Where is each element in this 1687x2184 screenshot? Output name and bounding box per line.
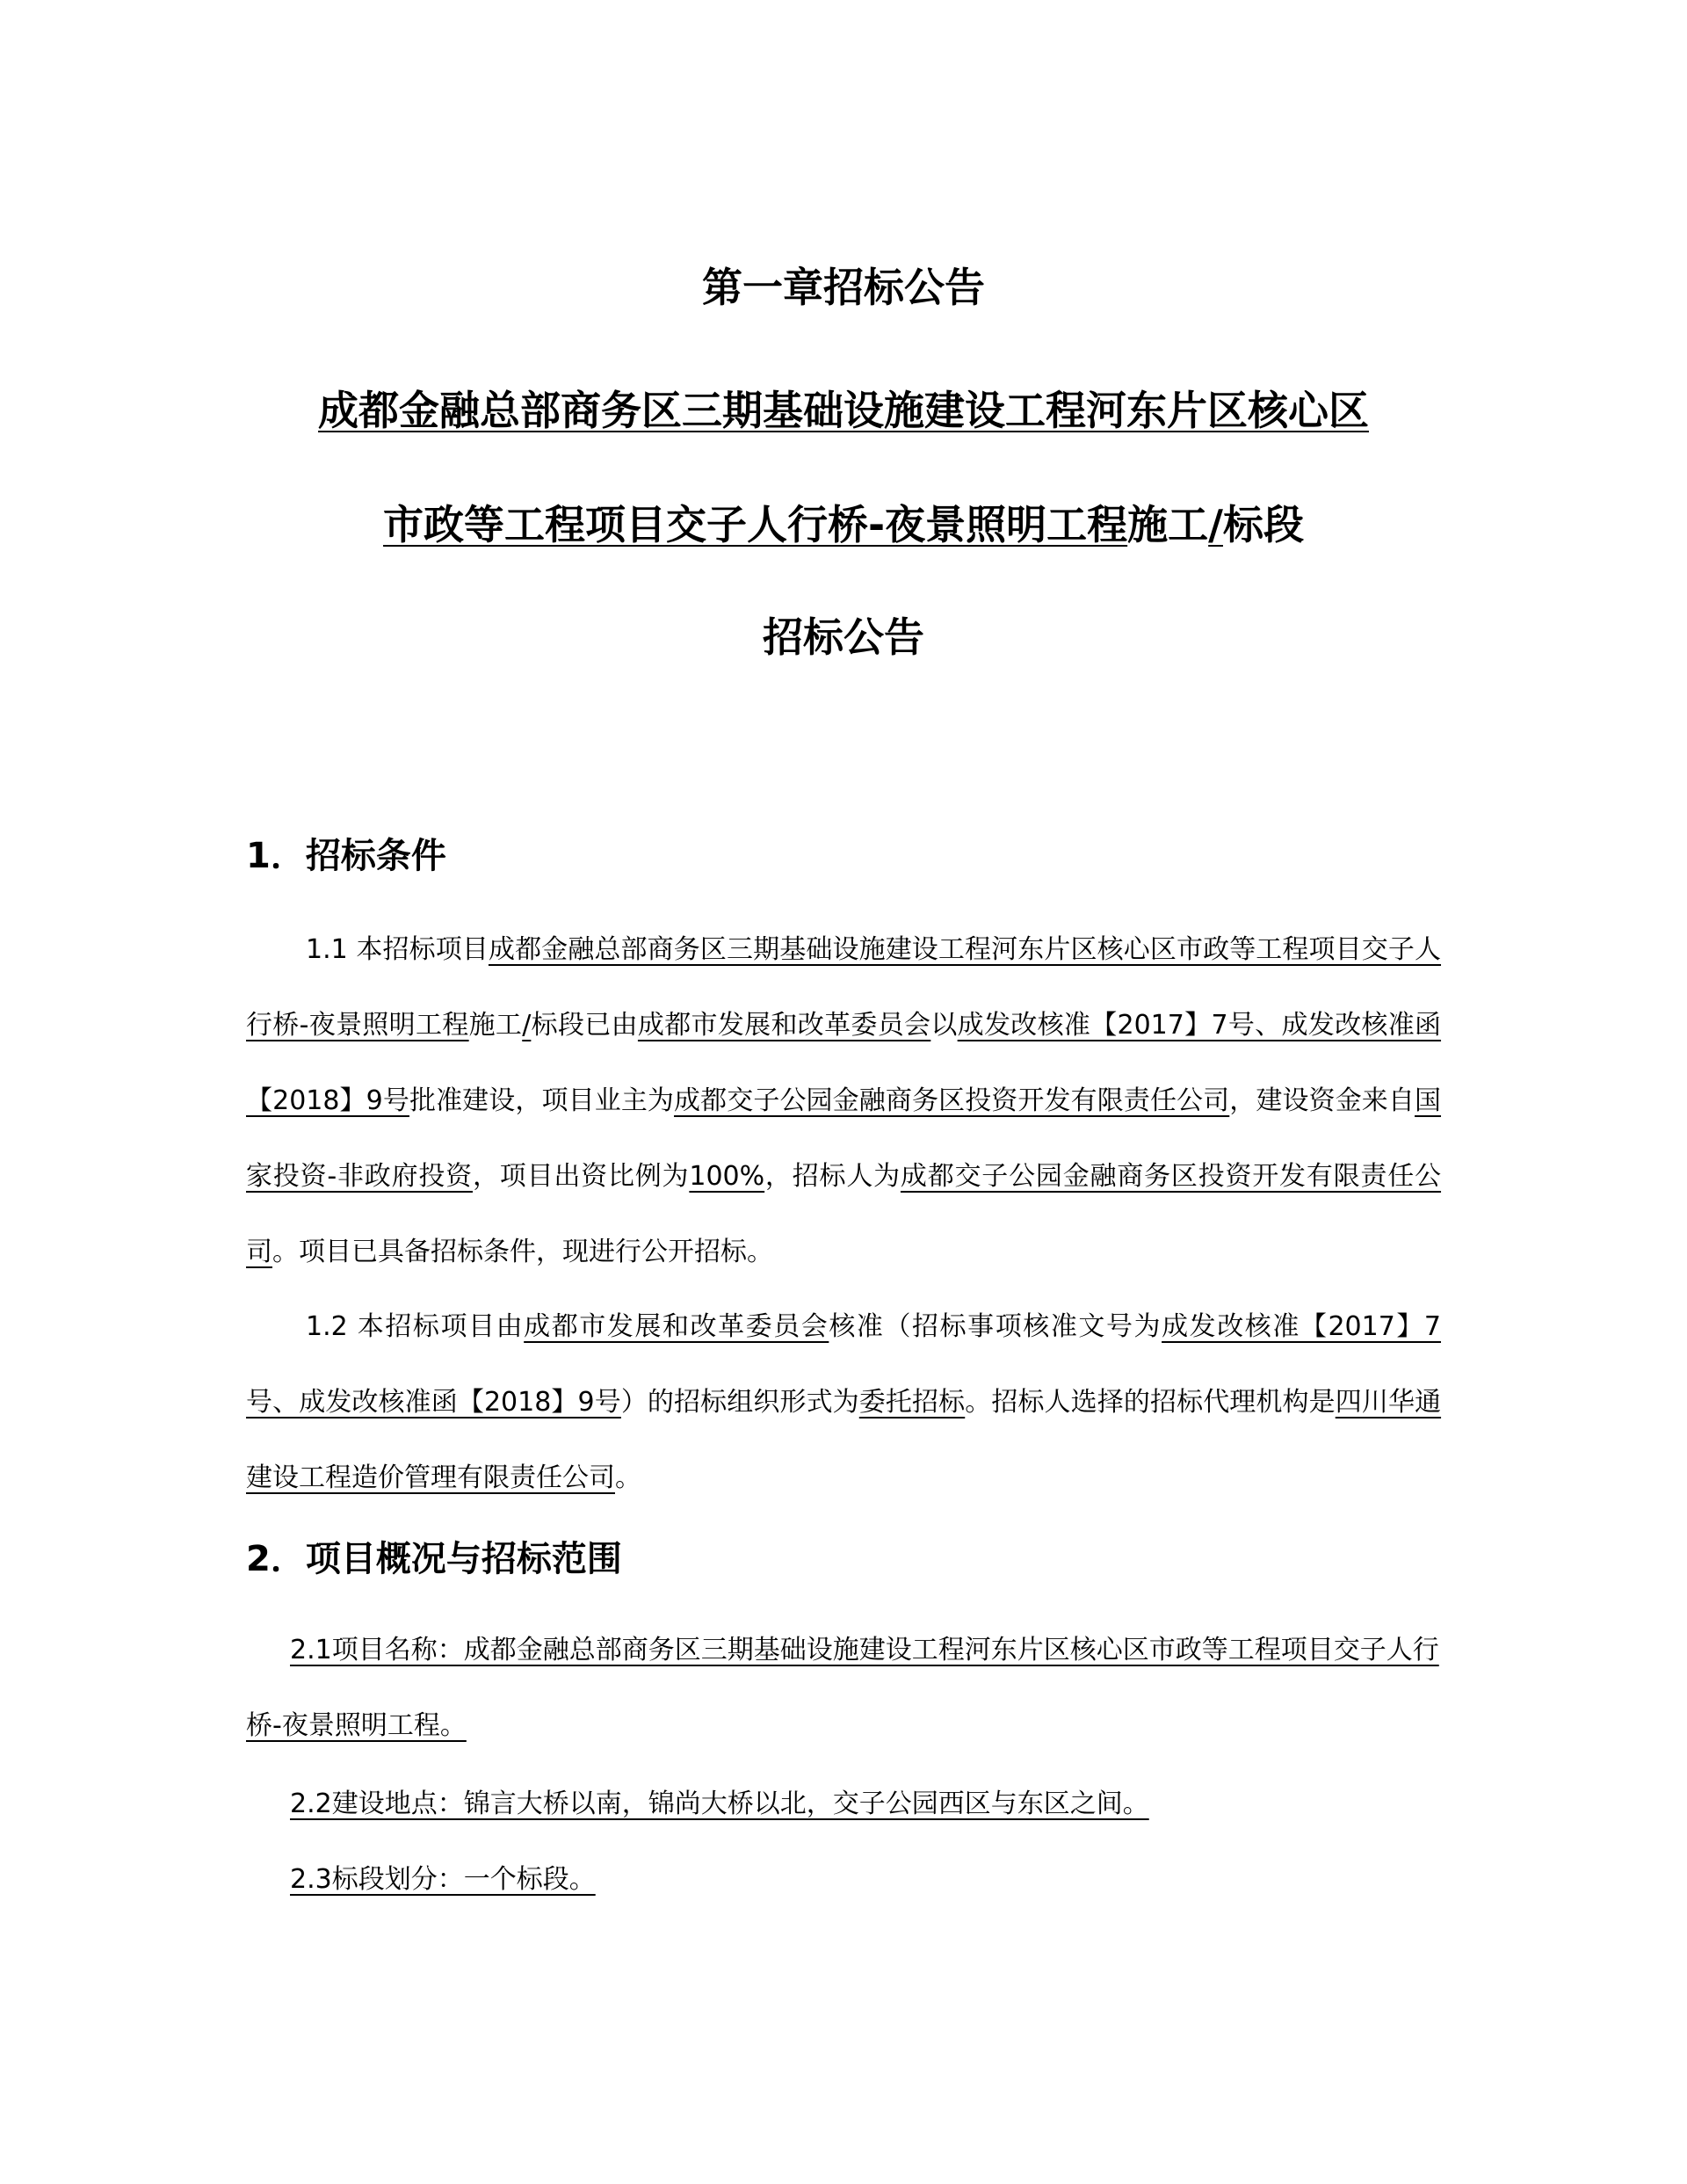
section-heading-1: 1．招标条件	[246, 836, 446, 876]
p12-text-2: 核准（招标事项核准文号为	[829, 1311, 1162, 1342]
p11-ratio: 100%	[689, 1161, 765, 1192]
p12-text-4: 。招标人选择的招标代理机构是	[965, 1387, 1336, 1418]
p11-text-7: ，项目出资比例为	[472, 1161, 690, 1192]
p22-text: 2.2建设地点：锦言大桥以南，锦尚大桥以北，交子公园西区与东区之间。	[290, 1789, 1149, 1819]
project-title-line1-text: 成都金融总部商务区三期基础设施建设工程河东片区核心区	[318, 387, 1369, 434]
p11-text-4: 以	[930, 1010, 958, 1041]
paragraph-2-2	[246, 1767, 1441, 1842]
section-heading-2: 2．项目概况与招标范围	[246, 1539, 622, 1579]
paragraph-1-1	[246, 912, 1441, 1290]
p11-text-3: 标段已由	[531, 1010, 638, 1041]
p11-text-5: 批准建设，项目业主为	[409, 1085, 675, 1116]
project-title-line2-end: 标段	[1222, 501, 1304, 548]
p12-agency: 四川华通建设工程造价管理有限责任公司	[246, 1387, 1442, 1493]
p11-owner: 成都交子公园金融商务区投资开发有限责任公司	[674, 1085, 1230, 1116]
p11-text-2: 施工	[468, 1010, 523, 1041]
p11-text-6: ，建设资金来自	[1229, 1085, 1415, 1116]
p21-text: 2.1项目名称：成都金融总部商务区三期基础设施建设工程河东片区核心区市政等工程项目交子人行桥-夜景照明工程。	[246, 1635, 1439, 1741]
p12-text-5: 。	[615, 1462, 641, 1493]
p11-text-1: 1.1 本招标项目	[306, 934, 489, 965]
p11-approver: 成都市发展和改革委员会	[637, 1010, 931, 1041]
project-title-line2-suffix: 施工	[1127, 501, 1209, 548]
p12-text-3: ）的招标组织形式为	[620, 1387, 859, 1418]
p11-project-name: 成都金融总部商务区三期基础设施建设工程河东片区核心区市政等工程项目交子人行桥-夜景照明工程	[246, 934, 1442, 1041]
chapter-title: 第一章招标公告	[702, 264, 985, 311]
notice-title: 招标公告	[763, 613, 924, 661]
p11-approval-no: 成发改核准【2017】7号、成发改核准函【2018】9号	[246, 1010, 1442, 1116]
p11-text-9: 。项目已具备招标条件，现进行公开招标。	[272, 1237, 773, 1267]
paragraph-1-2	[246, 1289, 1441, 1516]
p11-slash: /	[522, 1010, 532, 1041]
project-title-line2-slash: /	[1208, 501, 1223, 548]
p12-approver: 成都市发展和改革委员会	[524, 1311, 829, 1342]
p12-approval-no: 成发改核准【2017】7号、成发改核准函【2018】9号	[246, 1311, 1441, 1418]
project-title-line2-text: 市政等工程项目交子人行桥-夜景照明工程	[383, 501, 1128, 548]
paragraph-2-3	[246, 1842, 1441, 1918]
p12-text-1: 1.2 本招标项目由	[306, 1311, 525, 1342]
p11-tenderer: 成都交子公园金融商务区投资开发有限责任公司	[246, 1161, 1442, 1267]
p23-text: 2.3标段划分：一个标段。	[290, 1864, 596, 1895]
p11-fund-source: 国家投资-非政府投资	[246, 1085, 1442, 1192]
project-title-line1	[0, 380, 1687, 441]
p11-text-8: ，招标人为	[764, 1161, 901, 1192]
paragraph-2-1	[246, 1613, 1441, 1764]
p12-form: 委托招标	[858, 1387, 966, 1418]
project-title-line2	[0, 494, 1687, 555]
